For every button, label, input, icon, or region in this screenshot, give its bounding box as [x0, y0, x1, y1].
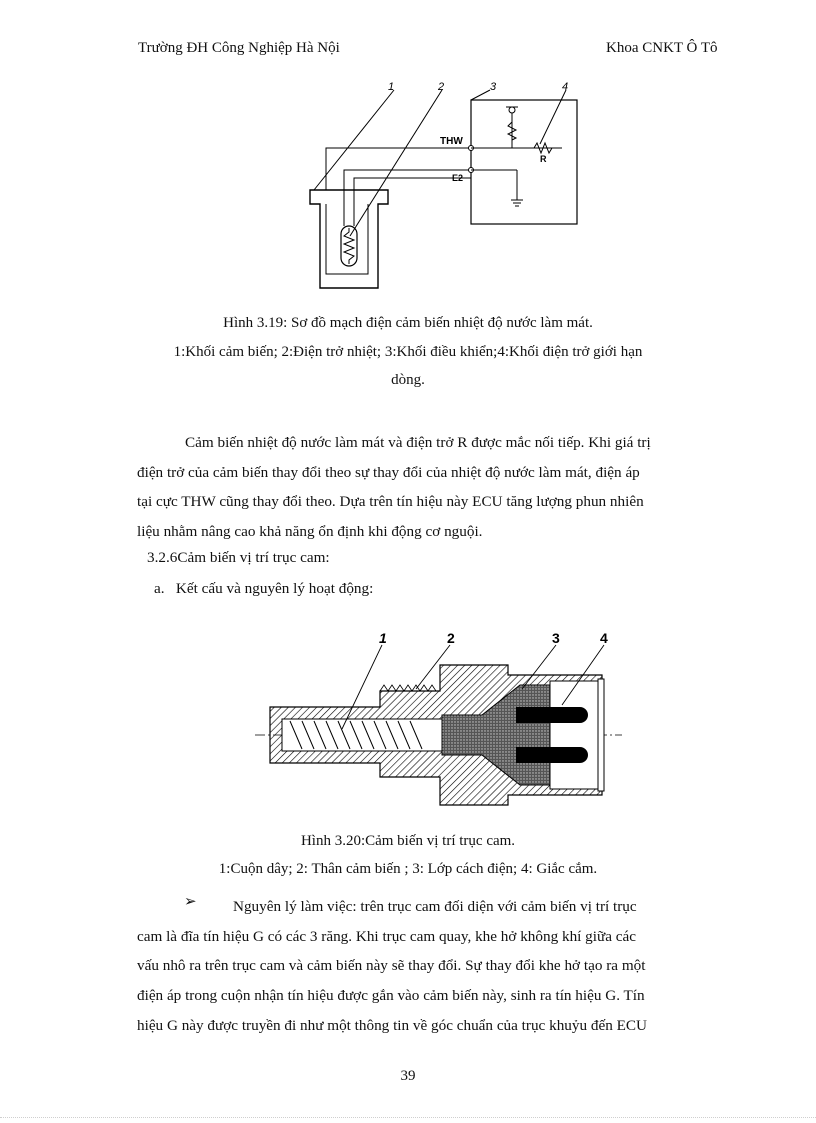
figure1-caption: Hình 3.19: Sơ đồ mạch điện cảm biến nhiệt độ nước làm mát.: [223, 315, 593, 331]
sensor-inner-cavity: [326, 204, 368, 274]
connector-pin: [516, 747, 588, 763]
fig1-label-4: 4: [562, 81, 569, 93]
footer-divider: [0, 1117, 816, 1118]
fig1-label-1: 1: [388, 81, 395, 93]
para2-line: điện áp trong cuộn nhận tín hiệu được gắn vào cảm biến này, sinh ra tín hiệu G. Tín: [137, 987, 645, 1005]
fig2-label-3: 3: [552, 630, 560, 646]
header-faculty: Khoa CNKT Ô Tô: [606, 40, 718, 56]
fig2-label-1: 1: [379, 630, 387, 646]
figure2-legend: 1:Cuộn dây; 2: Thân cảm biến ; 3: Lớp cách điện; 4: Giắc cắm.: [218, 861, 598, 877]
connector-cavity: [550, 681, 598, 789]
coolant-sensor-circuit-diagram: [290, 78, 610, 298]
page-number: 39: [400, 1068, 416, 1084]
paragraph-coolant-sensor: [137, 428, 727, 547]
figure1-legend-line1: 1:Khối cảm biến; 2:Điện trở nhiệt; 3:Khối điều khiển;4:Khối điện trở giới hạn: [173, 344, 643, 360]
camshaft-sensor-drawing: [250, 625, 630, 815]
fig2-label-2: 2: [447, 630, 455, 646]
sensor-housing: [310, 190, 388, 288]
ecu-box: [471, 100, 577, 224]
subsection-heading: a. Kết cấu và nguyên lý hoạt động:: [154, 580, 374, 597]
para2-line: vấu nhô ra trên trục cam và cảm biến này sẽ thay đổi. Sự thay đổi khe hở tạo ra một: [137, 957, 646, 975]
thw-label: THW: [440, 136, 463, 147]
header-school: Trường ĐH Công Nghiệp Hà Nội: [138, 40, 340, 56]
paragraph-working-principle: [137, 892, 727, 1041]
para1-line: liệu nhằm nâng cao khả năng ổn định khi động cơ nguội.: [137, 523, 483, 541]
e2-label: E2: [452, 173, 464, 183]
figure1-legend-line2: dòng.: [391, 372, 425, 388]
para1-line: điện trở của cảm biến thay đổi theo sự thay đổi của nhiệt độ nước làm mát, điện áp: [137, 463, 640, 481]
connector-pin: [516, 707, 588, 723]
bullet-arrow-icon: ➢: [184, 893, 197, 910]
fig2-label-4: 4: [600, 630, 608, 646]
fig1-label-3: 3: [490, 81, 497, 93]
para2-line: cam là đĩa tín hiệu G có các 3 răng. Khi trục cam quay, khe hở không khí giữa các: [137, 927, 636, 945]
para2-first-line: Nguyên lý làm việc: trên trục cam đối diện với cảm biến vị trí trục: [233, 898, 637, 915]
para2-line: hiệu G này được truyền đi như một thông tin về góc chuẩn của trục khuỷu đến ECU: [137, 1016, 647, 1034]
figure2-caption: Hình 3.20:Cảm biến vị trí trục cam.: [300, 833, 516, 849]
fig1-label-2: 2: [438, 81, 445, 93]
section-heading: 3.2.6Cảm biến vị trí trục cam:: [147, 549, 330, 566]
thermistor-zigzag: [344, 228, 354, 264]
para1-line: Cảm biến nhiệt độ nước làm mát và điện trở R được mắc nối tiếp. Khi giá trị: [185, 434, 651, 451]
para1-line: tại cực THW cũng thay đổi theo. Dựa trên tín hiệu này ECU tăng lượng phun nhiên: [137, 493, 644, 511]
r-label: R: [540, 154, 547, 164]
